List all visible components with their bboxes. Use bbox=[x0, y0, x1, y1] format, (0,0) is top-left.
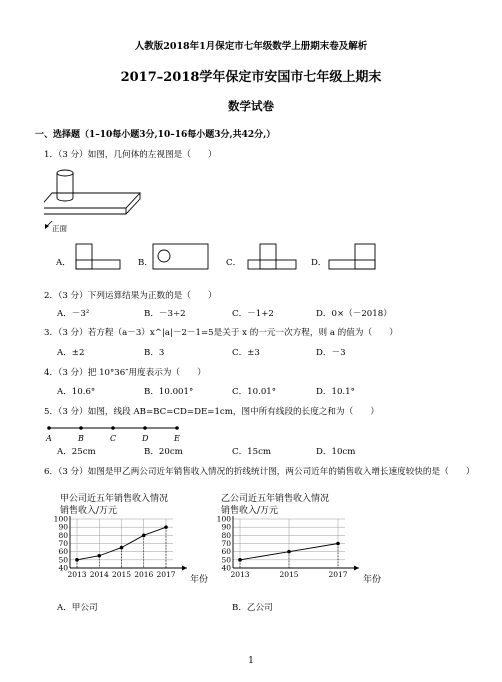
question-4-stem: 4．（3 分）把 10°36″用度表示为（ ） bbox=[44, 368, 206, 378]
q6-option-b[interactable]: B．乙公司 bbox=[232, 603, 273, 613]
point-label-d: D bbox=[142, 434, 149, 443]
x-axis-arrow-icon bbox=[182, 566, 187, 571]
point-a bbox=[47, 426, 51, 430]
data-point bbox=[164, 525, 168, 529]
y-tick-label: 70 bbox=[58, 539, 68, 548]
q1-option-a[interactable]: A． bbox=[56, 258, 71, 268]
y-tick-label: 100 bbox=[53, 514, 68, 524]
x-tick-label: 2013 bbox=[67, 570, 87, 579]
x-tick-label: 2015 bbox=[279, 570, 299, 579]
exam-subtitle: 数学试卷 bbox=[228, 99, 274, 113]
point-label-e: E bbox=[174, 434, 180, 443]
data-point bbox=[97, 554, 101, 558]
q3-option-c[interactable]: C．±3 bbox=[232, 348, 260, 358]
q3-option-d[interactable]: D．－3 bbox=[316, 348, 346, 358]
question-3-stem: 3．（3 分）若方程（a－3）x^|a|－2－1=5是关于 x 的一元一次方程，则 a 的值为（ ） bbox=[44, 328, 398, 338]
point-label-a: A bbox=[46, 434, 52, 443]
exam-title: 2017–2018学年保定市安国市七年级上期末 bbox=[120, 70, 382, 85]
chart-a-xlabel: 年份 bbox=[190, 575, 209, 585]
cylinder-side bbox=[57, 173, 73, 198]
q5-option-a[interactable]: A．25cm bbox=[57, 447, 96, 457]
y-tick-label: 80 bbox=[221, 530, 231, 540]
q1-option-a-figure bbox=[70, 243, 125, 273]
front-label: 正面 bbox=[52, 224, 67, 233]
y-tick-label: 50 bbox=[58, 555, 68, 565]
chart-company-b bbox=[213, 489, 388, 589]
page-number: 1 bbox=[248, 656, 254, 666]
chart-b-ylabel: 销售收入/万元 bbox=[221, 506, 279, 516]
q1-option-d-figure bbox=[325, 243, 380, 273]
q5-option-b[interactable]: B．20cm bbox=[144, 447, 183, 457]
q4-option-c[interactable]: C．10.01° bbox=[232, 387, 277, 397]
question-1-stem: 1．（3 分）如图，几何体的左视图是（ ） bbox=[44, 150, 217, 160]
point-label-c: C bbox=[110, 434, 117, 443]
q6-option-a[interactable]: A．甲公司 bbox=[57, 603, 98, 613]
y-tick-label: 50 bbox=[221, 555, 231, 565]
question-5-stem: 5．（3 分）如图，线段 AB=BC=CD=DE=1cm，图中所有线段的长度之和为（ ） bbox=[44, 407, 379, 417]
x-tick-label: 2017 bbox=[156, 570, 176, 579]
y-tick-label: 90 bbox=[221, 522, 231, 532]
y-tick-label: 60 bbox=[58, 547, 68, 557]
data-point bbox=[120, 546, 124, 550]
q2-option-a[interactable]: A．－3² bbox=[57, 309, 90, 319]
q2-option-d[interactable]: D．0×（－2018） bbox=[316, 309, 392, 319]
y-tick-label: 100 bbox=[216, 514, 231, 524]
data-point bbox=[238, 558, 242, 562]
y-tick-label: 70 bbox=[221, 539, 231, 548]
point-label-b: B bbox=[78, 434, 84, 443]
page-header: 人教版2018年1月保定市七年级数学上册期末卷及解析 bbox=[134, 41, 368, 52]
point-b bbox=[79, 426, 83, 430]
chart-a-title: 甲公司近五年销售收入情况 bbox=[60, 494, 169, 504]
x-tick-label: 2017 bbox=[328, 570, 348, 579]
y-tick-label: 60 bbox=[221, 547, 231, 557]
q2-option-c[interactable]: C．－1+2 bbox=[232, 309, 274, 319]
chart-a-ylabel: 销售收入/万元 bbox=[60, 506, 118, 516]
data-point bbox=[287, 550, 291, 554]
question-1-solid-figure bbox=[44, 163, 144, 233]
cylinder-top bbox=[57, 170, 73, 176]
q4-option-d[interactable]: D．10.1° bbox=[316, 387, 355, 397]
q5-option-c[interactable]: C．15cm bbox=[232, 447, 272, 457]
chart-b-xlabel: 年份 bbox=[363, 575, 382, 585]
question-2-stem: 2．（3 分）下列运算结果为正数的是（ ） bbox=[44, 291, 217, 301]
x-tick-label: 2014 bbox=[89, 570, 109, 579]
q5-option-d[interactable]: D．10cm bbox=[316, 447, 356, 457]
slab-side bbox=[126, 193, 140, 214]
chart-b-title: 乙公司近五年销售收入情况 bbox=[221, 494, 330, 504]
chart-company-a bbox=[38, 489, 213, 589]
q1-option-c[interactable]: C． bbox=[226, 258, 242, 268]
point-e bbox=[175, 426, 179, 430]
data-point bbox=[142, 534, 146, 538]
q3-option-a[interactable]: A．±2 bbox=[57, 348, 85, 358]
y-tick-label: 80 bbox=[58, 530, 68, 540]
section-heading: 一、选择题（1–10每小题3分,10–16每小题3分,共42分,） bbox=[35, 130, 276, 140]
q1-option-d[interactable]: D． bbox=[311, 258, 327, 268]
cylinder-bottom bbox=[57, 198, 73, 201]
x-tick-label: 2013 bbox=[230, 570, 250, 579]
q3-option-b[interactable]: B．3 bbox=[144, 348, 165, 358]
q2-option-b[interactable]: B．－3÷2 bbox=[144, 309, 186, 319]
y-tick-label: 40 bbox=[221, 563, 231, 573]
q4-option-a[interactable]: A．10.6° bbox=[57, 387, 96, 397]
slab-front bbox=[44, 208, 126, 214]
data-point bbox=[336, 542, 340, 546]
point-d bbox=[143, 426, 147, 430]
point-c bbox=[111, 426, 115, 430]
x-axis-arrow-icon bbox=[354, 566, 359, 571]
x-tick-label: 2016 bbox=[134, 570, 154, 579]
q1-option-b[interactable]: B． bbox=[138, 258, 153, 268]
q4-option-b[interactable]: B．10.001° bbox=[144, 387, 194, 397]
data-point bbox=[75, 558, 79, 562]
q5-segment-figure bbox=[44, 418, 194, 444]
question-6-stem: 6．（3 分）如图是甲乙两公司近年销售收入情况的折线统计图，两公司近年的销售收入增长速度较快的是（ ） bbox=[44, 467, 475, 477]
slab-top bbox=[44, 193, 140, 208]
y-tick-label: 40 bbox=[58, 563, 68, 573]
q1-option-b-figure bbox=[152, 243, 212, 273]
y-tick-label: 90 bbox=[58, 522, 68, 532]
q1-option-c-figure bbox=[240, 243, 300, 273]
x-tick-label: 2015 bbox=[111, 570, 132, 579]
